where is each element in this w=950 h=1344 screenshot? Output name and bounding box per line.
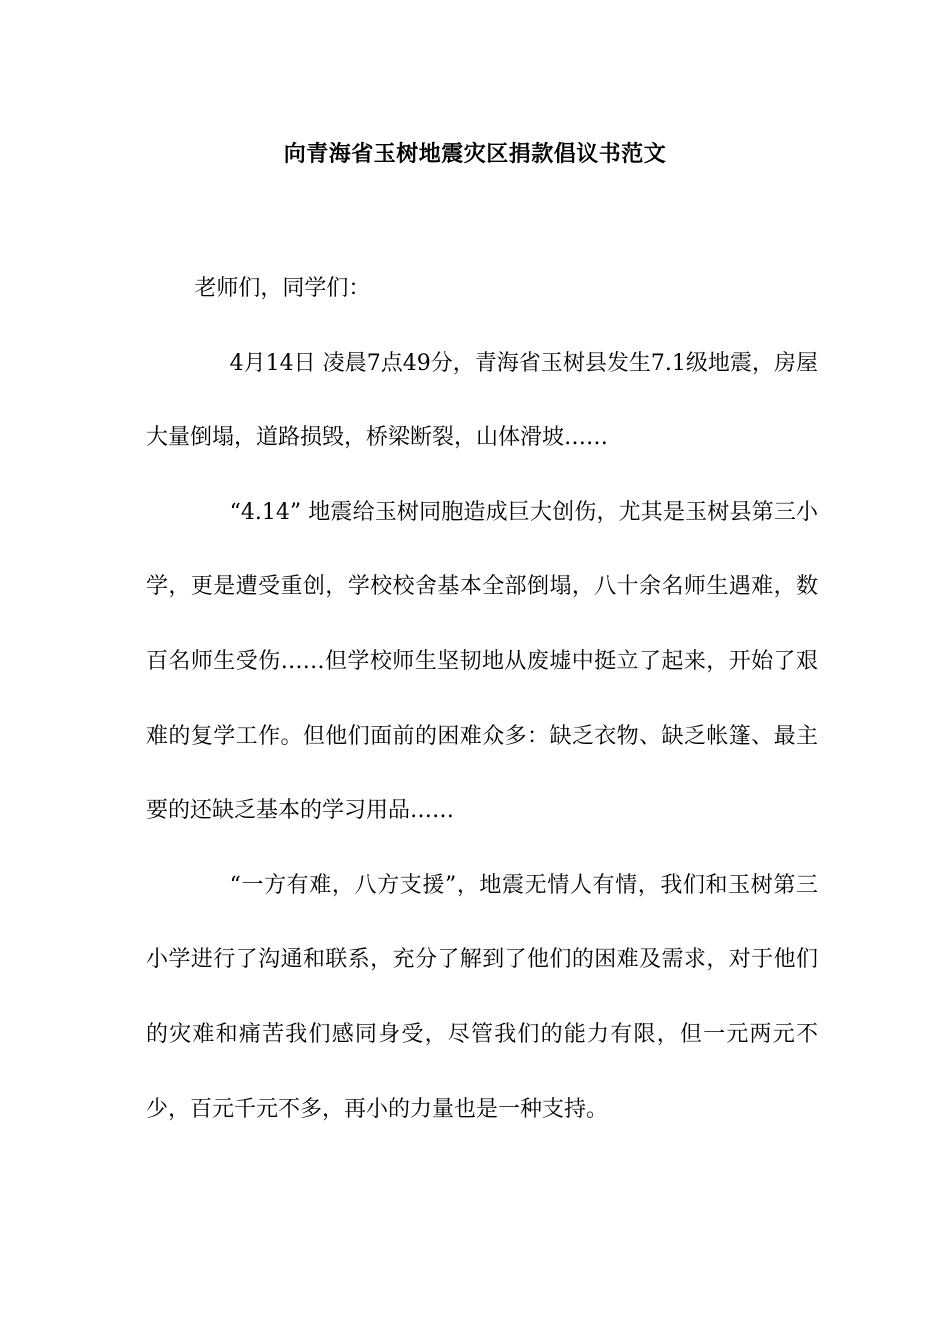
salutation: 老师们，同学们： — [194, 276, 371, 301]
paragraph-2: “4.14” 地震给玉树同胞造成巨大创伤，尤其是玉树县第三小学，更是遭受重创，学校校舍基本全部倒塌，八十余名师生遇难，数百名师生受伤……但学校师生坚韧地从废墟中挺立了起来，开始了艰难的复学工作。但他们面前的困难众多：缺乏衣物、缺乏帐篷、最主要的还缺乏基本的学习用品…… — [146, 499, 818, 824]
document-body — [146, 252, 818, 1147]
paragraph-1: 4月14日 凌晨7点49分，青海省玉树县发生7.1级地震，房屋大量倒塌，道路损毁，桥梁断裂，山体滑坡…… — [146, 350, 818, 451]
paragraph-3: “一方有难，八方支援”，地震无情人有情，我们和玉树第三小学进行了沟通和联系，充分了解到了他们的困难及需求，对于他们的灾难和痛苦我们感同身受，尽管我们的能力有限，但一元两元不少，百元千元不多，再小的力量也是一种支持。 — [146, 872, 818, 1122]
document-title: 向青海省玉树地震灾区捐款倡议书范文 — [283, 141, 667, 167]
